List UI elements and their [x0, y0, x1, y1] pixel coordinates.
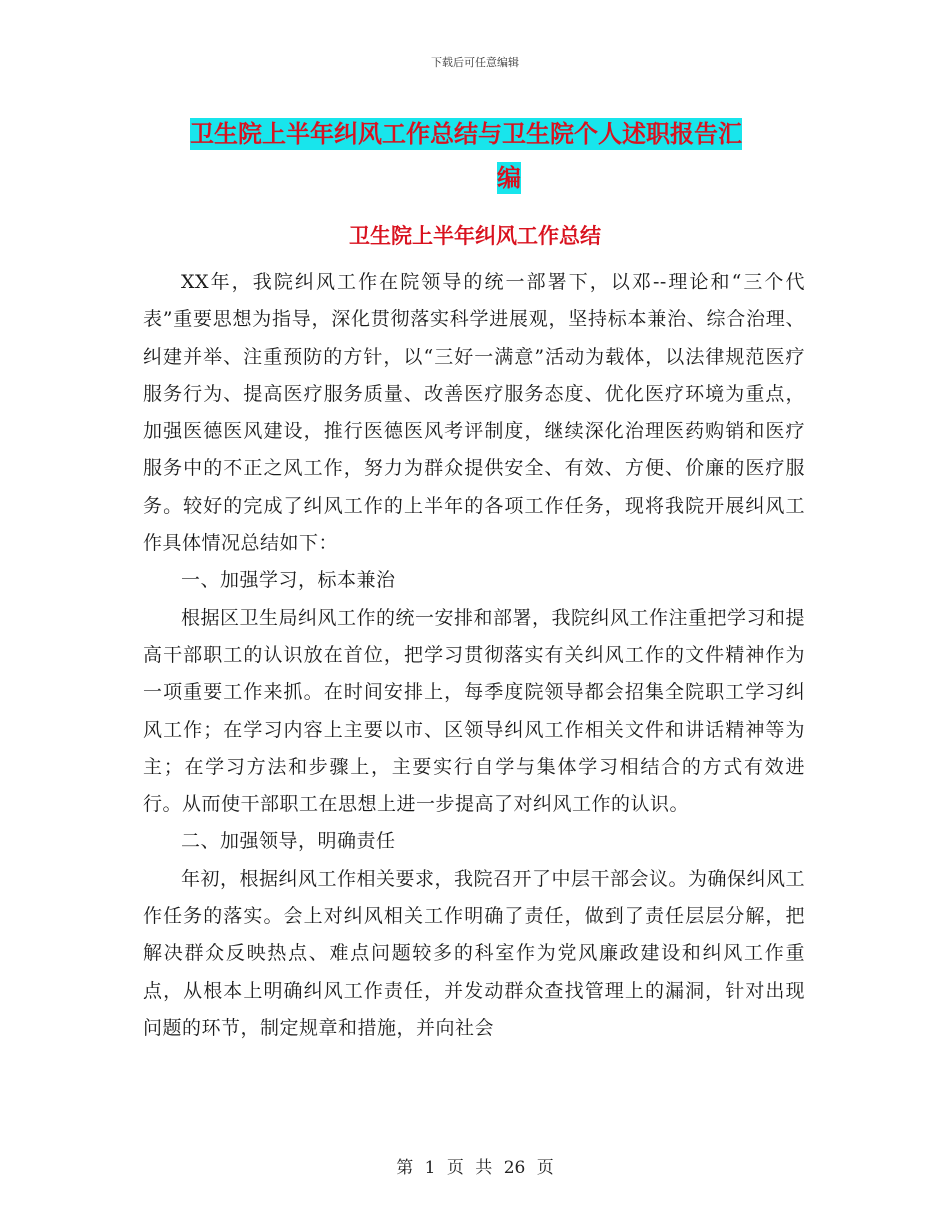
header-note: 下载后可任意编辑: [431, 56, 519, 69]
heading-2: 二、加强领导，明确责任: [181, 830, 396, 853]
page-footer: 第 1 页 共 26 页: [396, 1158, 554, 1178]
paragraph-leadership: 年初，根据纠风工作相关要求，我院召开了中层干部会议。为确保纠风工作任务的落实。会上对纠风相关工作明确了责任，做到了责任层层分解，把解决群众反映热点、难点问题较多的科室作为党风廉政建设和纠风工作重点，从根本上明确纠风工作责任，并发动群众查找管理上的漏洞，针对出现问题的环节，制定规章和措施，并向社会: [143, 867, 806, 1039]
document-title-line-1: 卫生院上半年纠风工作总结与卫生院个人述职报告汇: [190, 120, 742, 148]
heading-1: 一、加强学习，标本兼治: [181, 569, 396, 592]
document-title-line-2: 编: [497, 164, 521, 192]
paragraph-study: 根据区卫生局纠风工作的统一安排和部署，我院纠风工作注重把学习和提高干部职工的认识放在首位，把学习贯彻落实有关纠风工作的文件精神作为一项重要工作来抓。在时间安排上，每季度院领导都会招集全院职工学习纠风工作；在学习内容上主要以市、区领导纠风工作相关文件和讲话精神等为主；在学习方法和步骤上，主要实行自学与集体学习相结合的方式有效进行。从而使干部职工在思想上进一步提高了对纠风工作的认识。: [143, 606, 806, 816]
document-title: [190, 112, 810, 200]
section-title: 卫生院上半年纠风工作总结: [349, 224, 601, 248]
document-body: [143, 264, 805, 1047]
paragraph-intro: XX年，我院纠风工作在院领导的统一部署下，以邓--理论和“三个代表”重要思想为指导，深化贯彻落实科学进展观，坚持标本兼治、综合治理、纠建并举、注重预防的方针，以“三好一满意”活动为载体，以法律规范医疗服务行为、提高医疗服务质量、改善医疗服务态度、优化医疗环境为重点，加强医德医风建设，推行医德医风考评制度，继续深化治理医药购销和医疗服务中的不正之风工作，努力为群众提供安全、有效、方便、价廉的医疗服务。较好的完成了纠风工作的上半年的各项工作任务，现将我院开展纠风工作具体情况总结如下：: [143, 271, 805, 555]
